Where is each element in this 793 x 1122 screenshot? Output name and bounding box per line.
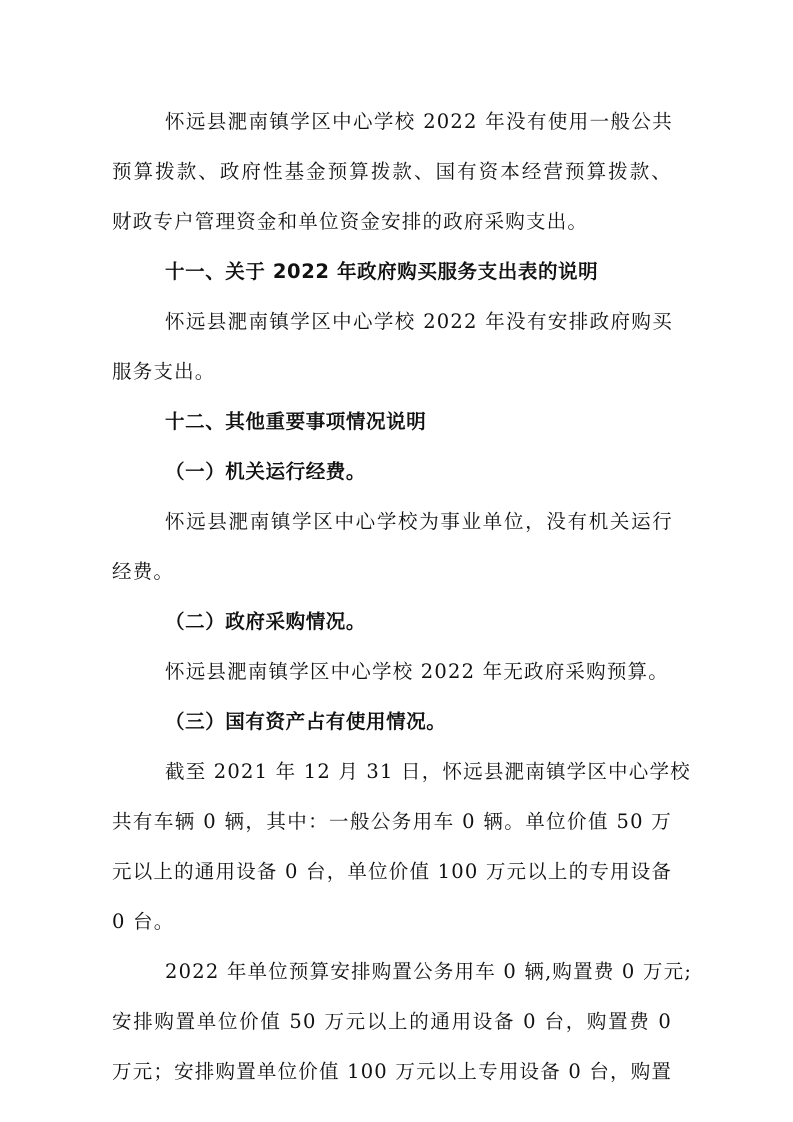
paragraph-line: 0 台。 [112,910,175,933]
section-heading-11: 十一、关于 2022 年政府购买服务支出表的说明 [165,260,599,283]
paragraph-line: 安排购置单位价值 50 万元以上的通用设备 0 台，购置费 0 [112,1010,672,1033]
subsection-heading-1: （一）机关运行经费。 [165,460,367,483]
paragraph-line: 预算拨款、政府性基金预算拨款、国有资本经营预算拨款、 [112,160,672,183]
subsection-heading-2: （二）政府采购情况。 [165,610,367,633]
paragraph-line: 怀远县淝南镇学区中心学校 2022 年没有使用一般公共 [165,110,673,133]
paragraph-line: 经费。 [112,560,175,583]
paragraph-line: 截至 2021 年 12 月 31 日，怀远县淝南镇学区中心学校 [165,760,691,783]
section-heading-12: 十二、其他重要事项情况说明 [165,410,427,433]
paragraph-line: 财政专户管理资金和单位资金安排的政府采购支出。 [112,210,589,233]
paragraph-line: 怀远县淝南镇学区中心学校 2022 年没有安排政府购买 [165,310,673,333]
paragraph-line: 怀远县淝南镇学区中心学校为事业单位，没有机关运行 [165,510,673,533]
paragraph-line: 2022 年单位预算安排购置公务用车 0 辆,购置费 0 万元; [165,960,693,983]
paragraph-line: 共有车辆 0 辆，其中：一般公务用车 0 辆。单位价值 50 万 [112,810,672,833]
paragraph-line: 元以上的通用设备 0 台，单位价值 100 万元以上的专用设备 [112,860,673,883]
paragraph-line: 怀远县淝南镇学区中心学校 2022 年无政府采购预算。 [165,660,669,683]
subsection-heading-3: （三）国有资产占有使用情况。 [165,710,447,733]
paragraph-line: 万元；安排购置单位价值 100 万元以上专用设备 0 台，购置 [112,1060,673,1083]
paragraph-line: 服务支出。 [112,360,216,383]
